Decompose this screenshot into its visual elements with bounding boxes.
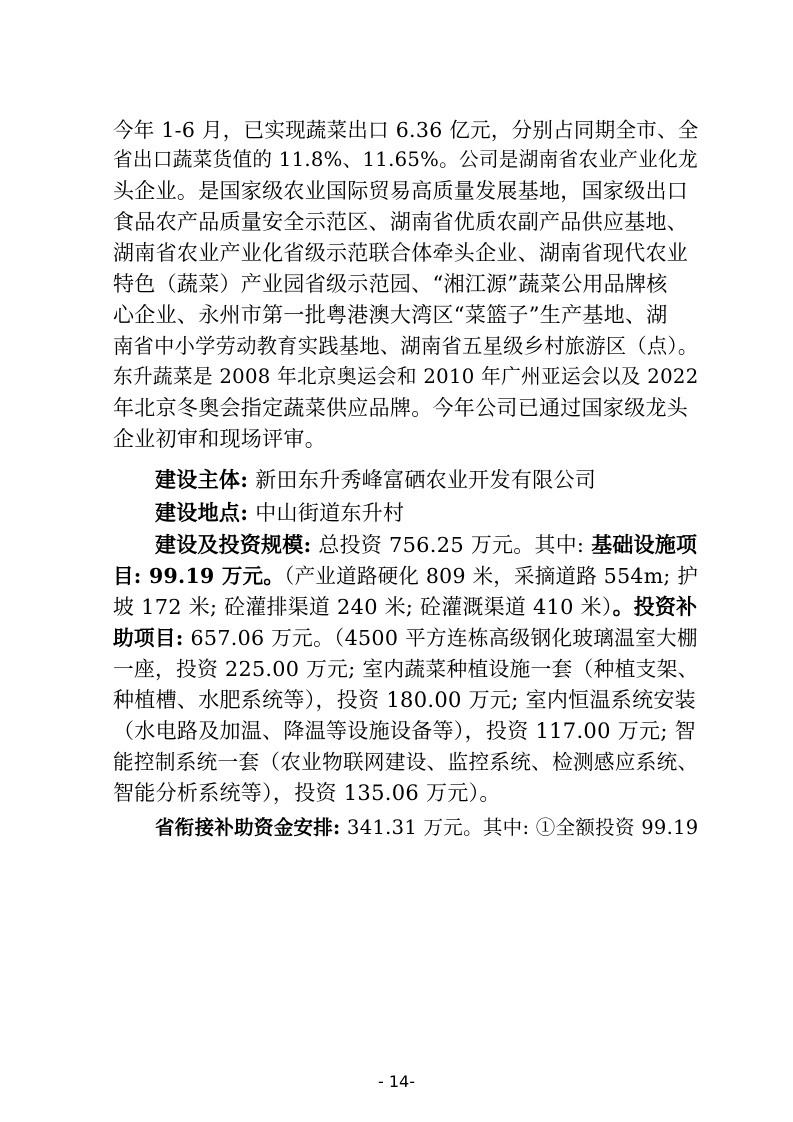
text-run: 特色（蔬菜）产业园省级示范园、“湘江源”蔬菜公用品牌核 [113,272,668,296]
text-run: （产业道路硬化 809 米，采摘道路 554m; 护 [284,564,699,588]
text-run: 食品农产品质量安全示范区、湖南省优质农副产品供应基地、 [113,210,689,234]
text-run: 湖南省农业产业化省级示范联合体牵头企业、湖南省现代农业 [113,241,689,265]
text-run: 智能分析系统等），投资 135.06 万元）。 [113,781,501,805]
text-line [113,178,698,204]
bold-text: 建设及投资规模: [155,532,312,557]
text-run: 能控制系统一套（农业物联网建设、监控系统、检测感应系统、 [113,750,699,774]
text-run: 心企业、永州市第一批粤港澳大湾区“菜篮子”生产基地、湖 [113,303,668,327]
text-line [113,240,698,266]
text-line [113,117,698,143]
text-line [113,749,698,775]
text-line [113,426,698,452]
text-run: 头企业。是国家级农业国际贸易高质量发展基地，国家级出口 [113,179,689,203]
text-run: 南省中小学劳动教育实践基地、湖南省五星级乡村旅游区（点）。 [113,334,699,358]
bold-text: 目: 99.19 万元。 [113,564,285,588]
text-line [113,209,698,235]
text-line [113,147,698,173]
page-number: - 14- [378,1072,415,1091]
text-run: 一座，投资 225.00 万元; 室内蔬菜种植设施一套（种植支架、 [113,657,699,681]
text-run: 种植槽、水肥系统等），投资 180.00 万元; 室内恒温系统安装 [113,688,696,712]
text-line [113,302,698,328]
text-run: 657.06 万元。（4500 平方连栋高级钢化玻璃温室大棚 [183,626,698,650]
text-run: 今年 1-6 月，已实现蔬菜出口 6.36 亿元，分别占同期全市、全 [113,118,699,142]
bold-text: 省衔接补助资金安排: [155,816,341,839]
text-line [113,687,698,713]
text-line [113,271,698,297]
text-line [113,718,698,744]
bold-text: 建设地点: [155,500,249,525]
text-line [113,625,698,651]
bold-text: 基础设施项 [591,532,698,557]
text-run: （水电路及加温、降温等设施设备等），投资 117.00 万元; 智 [113,719,696,743]
text-line [113,364,698,390]
text-line [113,395,698,421]
text-line [113,563,698,589]
text-run: 总投资 756.25 万元。其中: [311,533,592,557]
text-run: 新田东升秀峰富硒农业开发有限公司 [248,468,597,492]
text-line [113,656,698,682]
text-run: 省出口蔬菜货值的 11.8%、11.65%。公司是湖南省农业产业化龙 [113,148,698,171]
bold-text: 建设主体: [155,467,249,492]
text-line [113,333,698,359]
text-line [155,500,698,526]
text-line [155,532,698,558]
bold-text: 助项目: [113,626,184,650]
text-run: 坡 172 米; 砼灌排渠道 240 米; 砼灌溉渠道 410 米） [113,595,613,619]
bold-text: 。投资补 [612,594,698,619]
text-line [113,594,698,620]
text-run: 年北京冬奥会指定蔬菜供应品牌。今年公司已通过国家级龙头 [113,396,689,420]
text-run: 东升蔬菜是 2008 年北京奥运会和 2010 年广州亚运会以及 2022 [113,365,699,388]
text-line [155,467,698,493]
text-run: 341.31 万元。其中: ①全额投资 99.19 [340,816,699,839]
text-line [155,815,698,841]
text-run: 企业初审和现场评审。 [113,427,326,451]
text-run: 中山街道东升村 [248,501,405,525]
text-line [113,780,698,806]
